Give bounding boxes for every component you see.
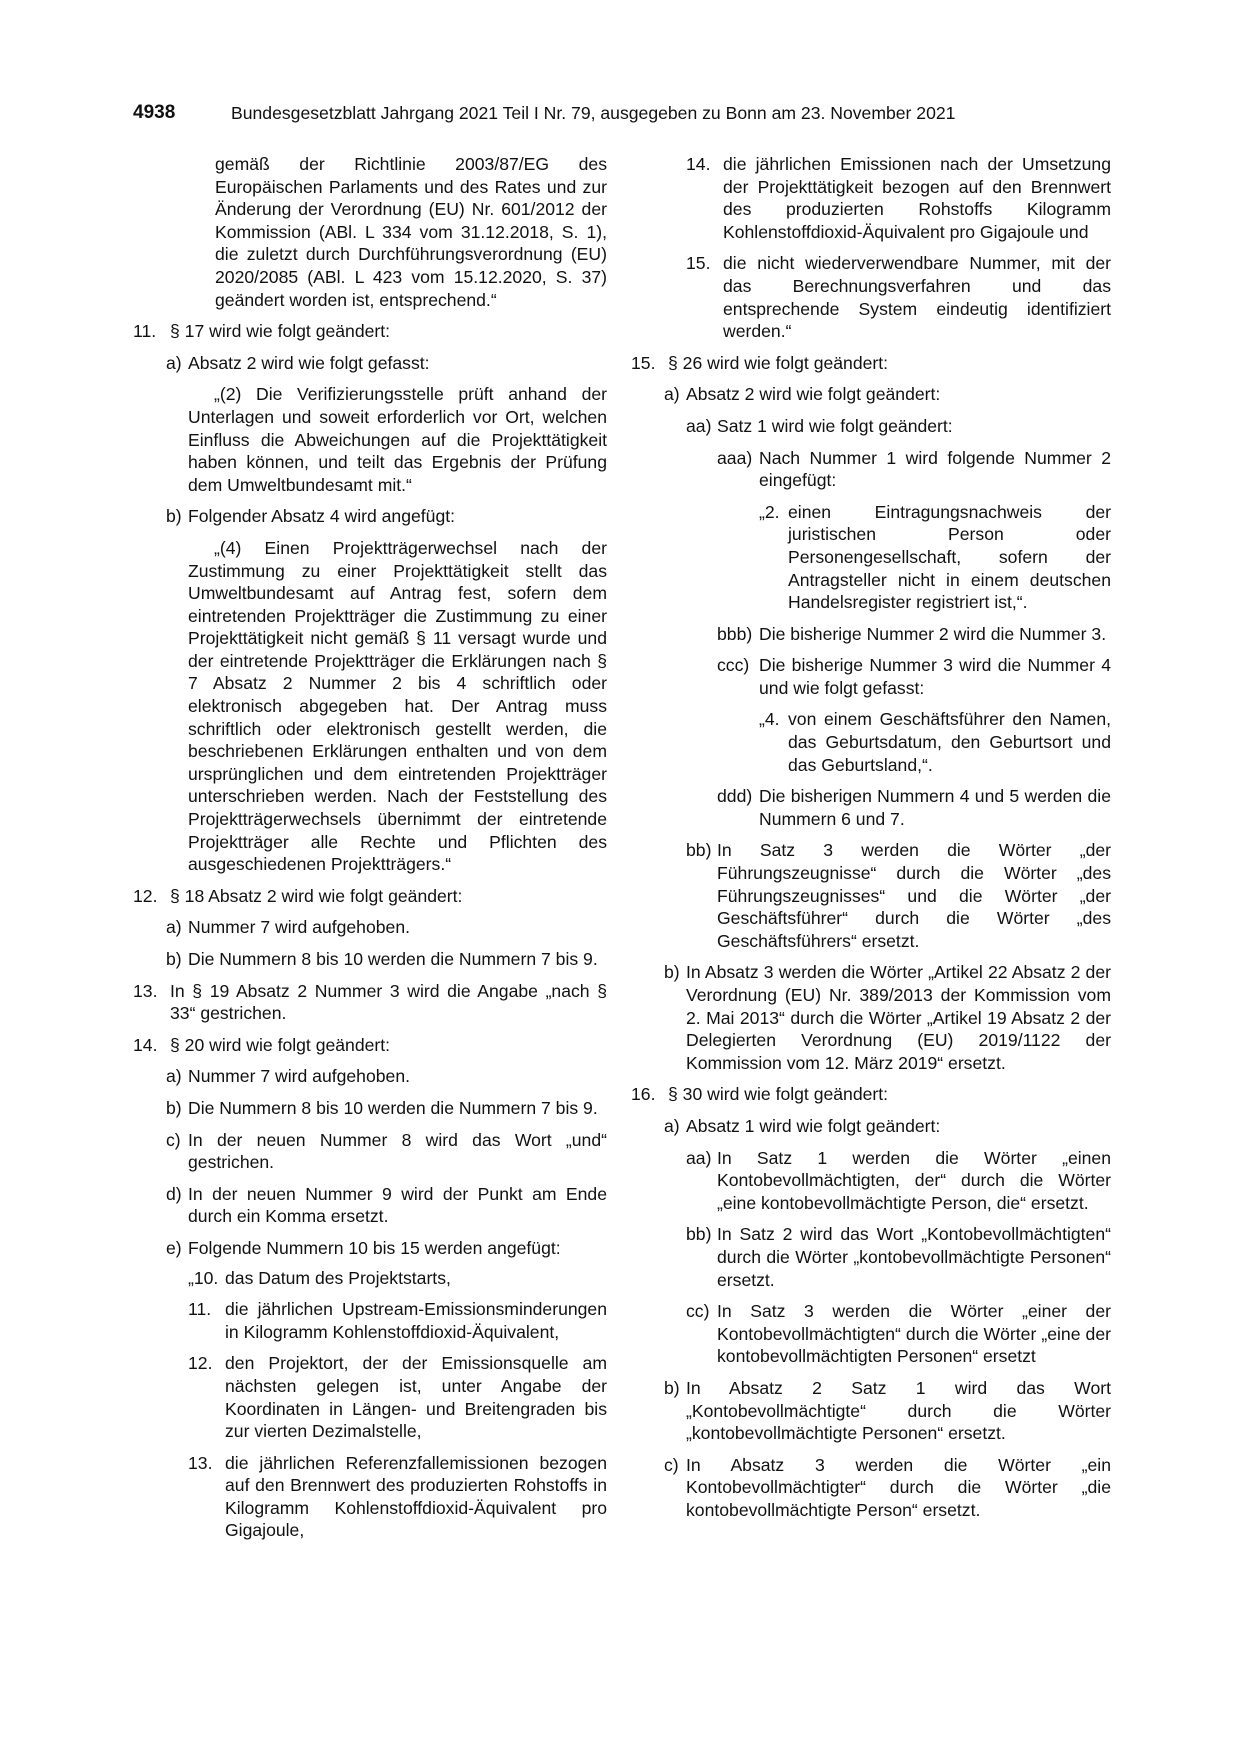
numbered-entry: [188, 1352, 607, 1442]
item-number: 12.: [133, 885, 158, 906]
item-number: 14.: [133, 1034, 158, 1055]
list-item: [133, 1034, 607, 1057]
item-letter: a): [166, 917, 182, 938]
item-letter: a): [166, 1066, 182, 1087]
item-letter: aa): [686, 1147, 712, 1168]
list-item: [664, 383, 1111, 406]
list-item: [686, 1300, 1111, 1368]
item-text: Absatz 1 wird wie folgt geändert:: [686, 1115, 941, 1136]
list-item: [166, 1065, 607, 1088]
item-text: In Satz 2 wird das Wort „Kontobevollmächtigten“ durch die Wörter „kontobevollmächtigte Personen“ ersetzt.: [717, 1224, 1111, 1290]
item-text: In Absatz 3 werden die Wörter „ein Kontobevollmächtigter“ durch die Wörter „die kontobevollmächtigte Person“ ersetzt.: [686, 1454, 1111, 1520]
item-text: Nummer 7 wird aufgehoben.: [188, 917, 410, 938]
item-letter: ddd): [717, 786, 753, 807]
item-letter: a): [166, 352, 182, 373]
item-letter: b): [166, 1097, 182, 1118]
item-letter: b): [664, 962, 680, 983]
entry-number: 13.: [188, 1452, 213, 1473]
list-item: [133, 885, 607, 908]
item-letter: cc): [686, 1301, 710, 1322]
list-item: [664, 1377, 1111, 1445]
entry-text: einen Eintragungsnachweis der juristischen Person oder Personengesellschaft, sofern der Antragsteller nicht in einem deutschen Handelsregister registriert ist,“.: [788, 501, 1111, 613]
item-text: In § 19 Absatz 2 Nummer 3 wird die Angabe „nach § 33“ gestrichen.: [170, 980, 607, 1024]
entry-number: 11.: [188, 1299, 212, 1320]
item-number: 11.: [133, 321, 157, 342]
item-text: Die Nummern 8 bis 10 werden die Nummern 7 bis 9.: [188, 949, 598, 969]
item-letter: e): [166, 1237, 182, 1258]
item-letter: aaa): [717, 447, 753, 468]
entry-text: von einem Geschäftsführer den Namen, das Geburtsdatum, den Geburtsort und das Geburtsland,“.: [788, 709, 1111, 775]
item-letter: c): [166, 1129, 181, 1150]
page-header: [133, 101, 1113, 125]
item-text: Nummer 7 wird aufgehoben.: [188, 1066, 410, 1087]
item-letter: ccc): [717, 655, 750, 676]
list-item: [664, 1115, 1111, 1138]
item-letter: b): [166, 506, 182, 527]
left-column: [133, 153, 607, 1542]
numbered-entry: [188, 1452, 607, 1542]
page-header-title: Bundesgesetzblatt Jahrgang 2021 Teil I Nr. 79, ausgegeben zu Bonn am 23. November 2021: [231, 103, 956, 123]
entry-number: „2.: [759, 501, 780, 522]
item-text: In Absatz 3 werden die Wörter „Artikel 22 Absatz 2 der Verordnung (EU) Nr. 389/2013 der Kommission vom 2. Mai 2013“ durch die Wörter „Artikel 19 Absatz 2 der Delegierten Verordnung (EU) 2019/1122 der Kommission vom 12. März 2019“ ersetzt.: [686, 962, 1111, 1073]
list-item: [686, 1147, 1111, 1215]
continued-paragraph: gemäß der Richtlinie 2003/87/EG des Europäischen Parlaments und des Rates und zur Änderung der Verordnung (EU) Nr. 601/2012 der Kommission (ABl. L 334 vom 31.12.2018, S. 1), die zuletzt durch Durchführungsverordnung (EU) 2020/2085 (ABl. L 423 vom 15.12.2020, S. 37) geändert worden ist, entsprechend.“: [215, 154, 607, 310]
entry-number: 12.: [188, 1353, 213, 1374]
list-item: [166, 1237, 607, 1260]
quoted-entry: [759, 501, 1111, 614]
list-item: [664, 1454, 1111, 1522]
item-number: 16.: [631, 1084, 656, 1105]
item-text: In Absatz 2 Satz 1 wird das Wort „Kontobevollmächtigte“ durch die Wörter „kontobevollmächtigte Personen“ ersetzt.: [686, 1377, 1111, 1444]
item-text: § 26 wird wie folgt geändert:: [668, 352, 889, 373]
list-item: [166, 1129, 607, 1174]
list-item: [631, 352, 1111, 375]
list-item: [133, 320, 607, 343]
item-text: Absatz 2 wird wie folgt geändert:: [686, 384, 941, 405]
item-text: § 30 wird wie folgt geändert:: [668, 1084, 889, 1105]
item-letter: a): [664, 384, 680, 405]
item-text: Die bisherigen Nummern 4 und 5 werden die Nummern 6 und 7.: [759, 786, 1111, 829]
list-item: [717, 447, 1111, 492]
entry-text: die jährlichen Referenzfallemissionen bezogen auf den Brennwert des produzierten Rohstoffs in Kilogramm Kohlenstoffdioxid-Äquivalent pro Gigajoule,: [225, 1452, 607, 1541]
entry-text: die jährlichen Upstream-Emissionsminderungen in Kilogramm Kohlenstoffdioxid-Äquivalent,: [225, 1299, 607, 1342]
list-item: [686, 415, 1111, 438]
item-text: Die Nummern 8 bis 10 werden die Nummern 7 bis 9.: [188, 1097, 598, 1118]
entry-text: die nicht wiederverwendbare Nummer, mit der das Berechnungsverfahren und das entsprechende System eindeutig identifiziert werden.“: [723, 253, 1111, 342]
item-number: 15.: [631, 352, 656, 373]
list-item: [166, 352, 607, 375]
item-text: In Satz 3 werden die Wörter „der Führungszeugnisse“ durch die Wörter „des Führungszeugnisses“ und die Wörter „der Geschäftsführer“ durch die Wörter „des Geschäftsführers“ ersetzt.: [717, 840, 1111, 951]
quoted-entry: [759, 708, 1111, 776]
page-number: 4938: [133, 102, 176, 123]
quoted-paragraph: „(2) Die Verifizierungsstelle prüft anhand der Unterlagen und soweit erforderlich vor Ort, welchen Einfluss die Abweichungen auf die Projekttätigkeit haben können, und teilt das Ergebnis der Prüfung dem Umweltbundesamt mit.“: [188, 384, 607, 495]
item-text: Satz 1 wird wie folgt geändert:: [717, 415, 953, 436]
item-text: In Satz 1 werden die Wörter „einen Kontobevollmächtigten, der“ durch die Wörter „eine kontobevollmächtigte Person, die“ ersetzt.: [717, 1147, 1111, 1213]
item-letter: a): [664, 1115, 680, 1136]
entry-number: 14.: [686, 154, 711, 174]
item-letter: bb): [686, 1224, 712, 1245]
list-item: [166, 1097, 607, 1120]
item-text: In Satz 3 werden die Wörter „einer der Kontobevollmächtigten“ durch die Wörter „eine der kontobevollmächtigten Personen“ ersetzt: [717, 1301, 1111, 1367]
item-text: Absatz 2 wird wie folgt gefasst:: [188, 352, 430, 373]
item-text: Folgender Absatz 4 wird angefügt:: [188, 506, 456, 527]
list-item: [166, 948, 607, 971]
numbered-entry: [686, 153, 1111, 243]
item-letter: b): [166, 949, 182, 969]
numbered-entry: [188, 1298, 607, 1343]
numbered-entry: [188, 1267, 607, 1290]
list-item: [133, 980, 607, 1025]
item-letter: d): [166, 1183, 182, 1204]
numbered-entry: [686, 252, 1111, 342]
list-item: [631, 1083, 1111, 1106]
item-letter: b): [664, 1377, 680, 1398]
item-text: In der neuen Nummer 9 wird der Punkt am Ende durch ein Komma ersetzt.: [188, 1183, 607, 1227]
list-item: [686, 839, 1111, 952]
list-item: [717, 654, 1111, 699]
list-item: [686, 1223, 1111, 1291]
item-letter: bb): [686, 840, 712, 861]
item-text: § 20 wird wie folgt geändert:: [170, 1034, 391, 1055]
list-item: [166, 1183, 607, 1228]
quoted-paragraph: „(4) Einen Projektträgerwechsel nach der Zustimmung zu einer Projekttätigkeit stellt das Umweltbundesamt auf Antrag fest, sofern dem eintretenden Projektträger die Zustimmung zu einer Projekttätigkeit nicht gemäß § 11 versagt wurde und der eintretende Projektträger die Erklärungen nach § 7 Absatz 2 Nummer 2 bis 4 schriftlich oder elektronisch abgegeben hat. Der Antrag muss schriftlich oder elektronisch gestellt werden, die beschriebenen Erklärungen enthalten und von dem ursprünglichen und dem eintretenden Projektträger unterschrieben werden. Nach der Feststellung des Projektträgerwechsels übernimmt der eintretende Projektträger alle Rechte und Pflichten des ausgeschiedenen Projektträgers.“: [188, 537, 607, 875]
item-text: § 18 Absatz 2 wird wie folgt geändert:: [170, 885, 463, 906]
entry-number: „10.: [188, 1267, 219, 1288]
item-text: Folgende Nummern 10 bis 15 werden angefügt:: [188, 1237, 561, 1258]
entry-number: 15.: [686, 253, 711, 274]
list-item: [166, 916, 607, 939]
item-text: Die bisherige Nummer 3 wird die Nummer 4 und wie folgt gefasst:: [759, 655, 1111, 698]
right-column: [631, 153, 1111, 1521]
item-text: § 17 wird wie folgt geändert:: [170, 321, 391, 342]
item-number: 13.: [133, 980, 158, 1001]
entry-number: „4.: [759, 709, 780, 730]
list-item: [717, 623, 1111, 646]
list-item: [664, 961, 1111, 1074]
item-text: Nach Nummer 1 wird folgende Nummer 2 eingefügt:: [759, 447, 1111, 491]
item-letter: bbb): [717, 623, 753, 644]
entry-text: den Projektort, der der Emissionsquelle am nächsten gelegen ist, unter Angabe der Koordinaten in Längen- und Breitengraden bis zur vierten Dezimalstelle,: [225, 1353, 607, 1442]
entry-text: die jährlichen Emissionen nach der Umsetzung der Projekttätigkeit bezogen auf den Brennwert des produzierten Rohstoffs Kilogramm Kohlenstoffdioxid-Äquivalent pro Gigajoule und: [723, 154, 1111, 242]
item-text: In der neuen Nummer 8 wird das Wort „und“ gestrichen.: [188, 1129, 607, 1173]
list-item: [166, 505, 607, 528]
item-text: Die bisherige Nummer 2 wird die Nummer 3.: [759, 623, 1107, 644]
item-letter: c): [664, 1454, 679, 1475]
entry-text: das Datum des Projektstarts,: [225, 1267, 451, 1288]
list-item: [717, 785, 1111, 830]
item-letter: aa): [686, 415, 712, 436]
